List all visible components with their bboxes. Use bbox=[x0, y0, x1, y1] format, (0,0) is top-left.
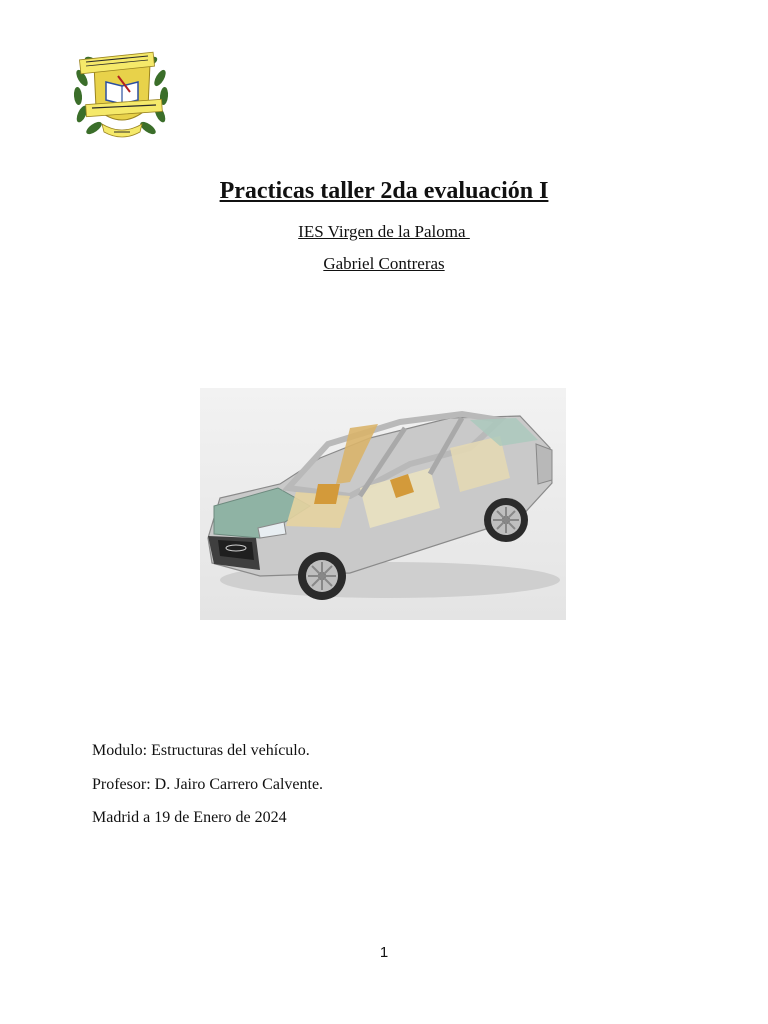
document-title: Practicas taller 2da evaluación I bbox=[219, 178, 549, 204]
car-body-structure-icon bbox=[200, 388, 566, 620]
school-name: IES Virgen de la Paloma bbox=[298, 222, 470, 241]
date-line: Madrid a 19 de Enero de 2024 bbox=[92, 809, 287, 826]
module-line: Modulo: Estructuras del vehículo. bbox=[92, 742, 310, 759]
teacher-line: Profesor: D. Jairo Carrero Calvente. bbox=[92, 775, 324, 793]
page-number: 1 bbox=[379, 944, 389, 961]
author-name: Gabriel Contreras bbox=[323, 254, 445, 273]
school-crest-icon bbox=[72, 48, 172, 144]
cover-title-block bbox=[0, 174, 768, 276]
document-details bbox=[92, 740, 323, 841]
